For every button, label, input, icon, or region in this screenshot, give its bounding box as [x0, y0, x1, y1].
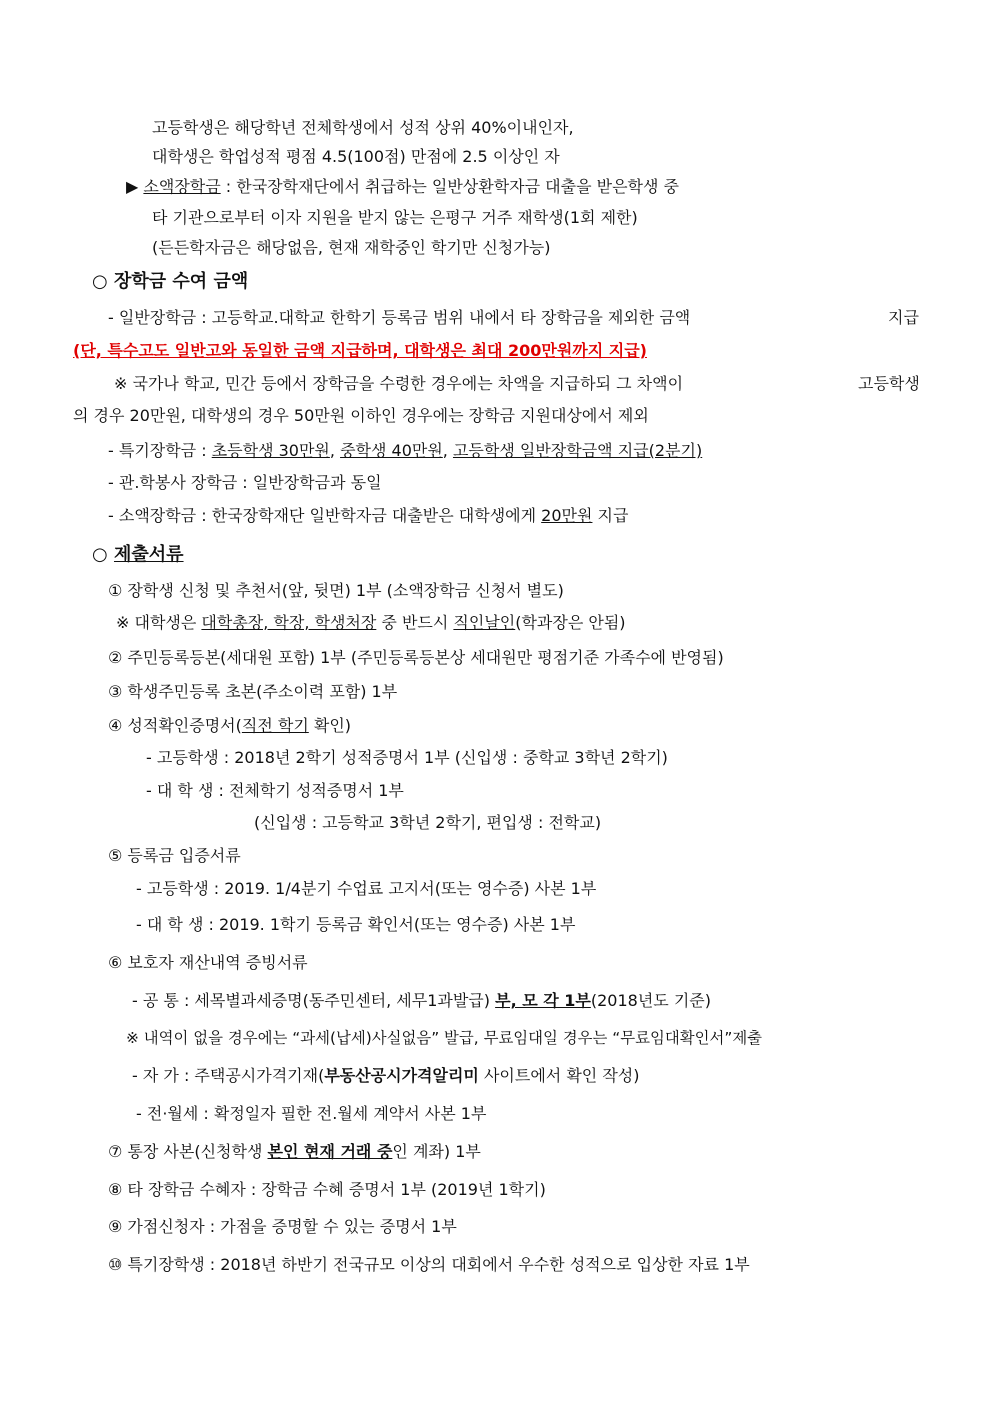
documents-heading [92, 544, 184, 566]
doc-7-a: ⑦ 통장 사본(신청학생 [108, 1142, 268, 1161]
small-scholarship-item [126, 176, 679, 198]
amount-service: - 관.학봉사 장학금 : 일반장학금과 동일 [108, 473, 382, 492]
doc-4 [108, 715, 351, 737]
doc-7-c: 인 계좌) 1부 [392, 1142, 481, 1161]
special-high: 고등학생 일반장학금액 지급(2분기) [452, 441, 703, 460]
amount-general-line: - 일반장학금 : 고등학교.대학교 한학기 등록금 범위 내에서 타 장학금을 제외한 금액 [108, 308, 691, 327]
amount-note-line: ※ 국가나 학교, 민간 등에서 장학금을 수령한 경우에는 차액을 지급하되 그 차액이 [114, 374, 684, 393]
doc-2: ② 주민등록등본(세대원 포함) 1부 (주민등록등본상 세대원만 평점기준 가족수에 반영됨) [108, 648, 724, 667]
amount-small [108, 505, 628, 527]
doc-4-high: - 고등학생 : 2018년 2학기 성적증명서 1부 (신입생 : 중학교 3학년 2학기) [146, 748, 668, 767]
doc-6: ⑥ 보호자 재산내역 증빙서류 [108, 953, 308, 972]
doc-1-note-c: 중 반드시 [376, 613, 454, 632]
small-scholarship-name: 소액장학금 [143, 177, 221, 196]
doc-1-note-officials: 대학총장, 학장, 학생처장 [201, 613, 377, 632]
doc-1-note [116, 612, 626, 634]
doc-6-own-c: 사이트에서 확인 작성) [478, 1066, 640, 1085]
eligibility-line-university: 대학생은 학업성적 평점 4.5(100점) 만점에 2.5 이상인 자 [152, 147, 560, 166]
small-scholarship-line2: 타 기관으로부터 이자 지원을 받지 않는 은평구 거주 재학생(1회 제한) [152, 208, 638, 227]
amount-heading: ○ 장학금 수여 금액 [92, 271, 249, 292]
amount-note-continuation: 의 경우 20만원, 대학생의 경우 50만원 이하인 경우에는 장학금 지원대상에서 제외 [73, 406, 649, 425]
doc-7 [108, 1141, 481, 1163]
special-prefix: - 특기장학금 : [108, 441, 212, 460]
doc-6-common-c: (2018년도 기준) [590, 991, 711, 1010]
doc-4-univ: - 대 학 생 : 전체학기 성적증명서 1부 [146, 781, 404, 800]
doc-3: ③ 학생주민등록 초본(주소이력 포함) 1부 [108, 682, 398, 701]
small-scholarship-line3: (든든학자금은 해당없음, 현재 재학중인 학기만 신청가능) [152, 238, 551, 257]
doc-5-univ: - 대 학 생 : 2019. 1학기 등록금 확인서(또는 영수증) 사본 1부 [136, 915, 576, 934]
doc-6-common-parents: 부, 모 각 1부 [495, 991, 591, 1010]
doc-9: ⑨ 가점신청자 : 가점을 증명할 수 있는 증명서 1부 [108, 1217, 457, 1236]
amount-note-end: 고등학생 [858, 374, 920, 393]
doc-6-common-a: - 공 통 : 세목별과세증명(동주민센터, 세무1과발급) [132, 991, 496, 1010]
doc-6-own [132, 1065, 639, 1087]
doc-10: ⑩ 특기장학생 : 2018년 하반기 전국규모 이상의 대회에서 우수한 성적으로 입상한 자료 1부 [108, 1255, 750, 1274]
small-scholarship-desc: : 한국장학재단에서 취급하는 일반상환학자금 대출을 받은학생 중 [220, 177, 679, 196]
special-elementary: 초등학생 30만원 [211, 441, 330, 460]
documents-heading-mark: ○ [92, 544, 114, 565]
doc-8: ⑧ 타 장학금 수혜자 : 장학금 수혜 증명서 1부 (2019년 1학기) [108, 1180, 546, 1199]
small-prefix: - 소액장학금 : 한국장학재단 일반학자금 대출받은 대학생에게 [108, 506, 542, 525]
eligibility-line-high-school: 고등학생은 해당학년 전체학생에서 성적 상위 40%이내인자, [152, 118, 574, 137]
doc-6-own-site: 부동산공시가격알리미 [324, 1066, 479, 1085]
doc-5: ⑤ 등록금 입증서류 [108, 846, 241, 865]
doc-4-a: ④ 성적확인증명서( [108, 716, 242, 735]
amount-red-note: (단, 특수고도 일반고와 동일한 금액 지급하며, 대학생은 최대 200만원까지 지급) [73, 341, 647, 360]
small-amount: 20만원 [541, 506, 593, 525]
small-suffix: 지급 [592, 506, 629, 525]
doc-1-note-a: ※ 대학생은 [116, 613, 202, 632]
special-sep-2: , [442, 441, 453, 460]
amount-general-end: 지급 [888, 308, 919, 327]
doc-1-note-e: (학과장은 안됨) [515, 613, 626, 632]
doc-6-own-a: - 자 가 : 주택공시가격기재( [132, 1066, 325, 1085]
amount-special [108, 440, 702, 462]
doc-6-common [132, 990, 711, 1012]
doc-6-rent: - 전·월세 : 확정일자 필한 전.월세 계약서 사본 1부 [136, 1104, 487, 1123]
doc-1: ① 장학생 신청 및 추천서(앞, 뒷면) 1부 (소액장학금 신청서 별도) [108, 581, 564, 600]
doc-7-own-account: 본인 현재 거래 중 [267, 1142, 393, 1161]
doc-1-note-seal: 직인날인 [453, 613, 516, 632]
special-sep-1: , [329, 441, 341, 460]
documents-heading-text: 제출서류 [113, 544, 184, 565]
doc-6-note: ※ 내역이 없을 경우에는 “과세(납세)사실없음” 발급, 무료임대일 경우는 “무료임대확인서”제출 [126, 1029, 763, 1047]
special-middle: 중학생 40만원 [340, 441, 443, 460]
doc-4-semester: 직전 학기 [241, 716, 309, 735]
doc-5-high: - 고등학생 : 2019. 1/4분기 수업료 고지서(또는 영수증) 사본 1부 [136, 879, 597, 898]
bullet-triangle-icon: ▶ [126, 177, 139, 196]
doc-4-c: 확인) [308, 716, 352, 735]
doc-4-univ-note: (신입생 : 고등학교 3학년 2학기, 편입생 : 전학교) [254, 813, 602, 832]
